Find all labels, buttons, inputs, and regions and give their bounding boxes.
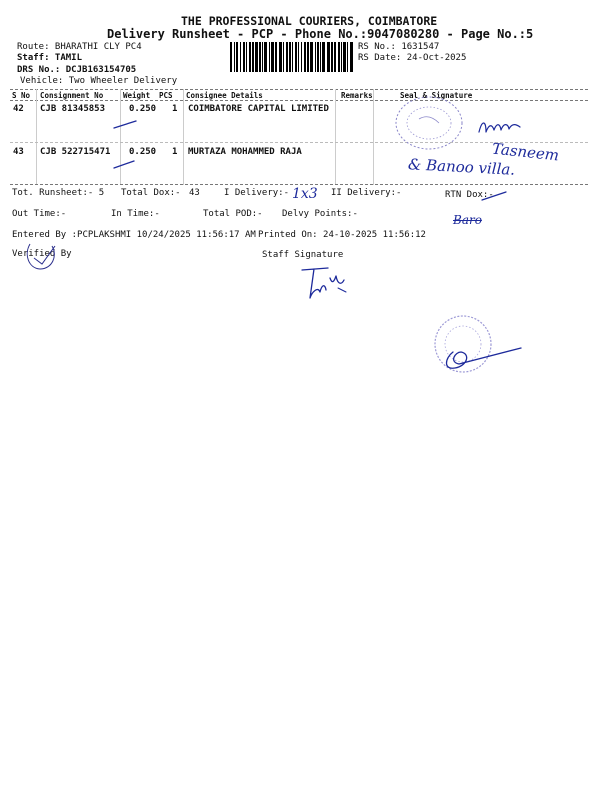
- barcode-bar: [334, 42, 336, 72]
- out-time-label: Out Time:-: [12, 209, 67, 219]
- barcode-bar: [350, 42, 353, 72]
- table-row-consignee: COIMBATORE CAPITAL LIMITED: [188, 104, 329, 114]
- barcode-bar: [283, 42, 284, 72]
- handwritten-address-line2: & Banoo villa.: [407, 155, 516, 179]
- in-time-label: In Time:-: [111, 209, 160, 219]
- barcode-bar: [240, 42, 241, 72]
- column-divider: [373, 89, 374, 185]
- runsheet-title: Delivery Runsheet - PCP - Phone No.:9047080280 - Page No.:5: [107, 27, 534, 41]
- barcode-bar: [255, 42, 258, 72]
- tot-runsheet: Tot. Runsheet:- 5: [12, 188, 105, 198]
- barcode-bar: [230, 42, 232, 72]
- tick-mark-row-43: [110, 158, 140, 172]
- table-row-consignment: CJB 522715471: [40, 147, 111, 157]
- barcode-bar: [269, 42, 270, 72]
- rs-number: RS No.: 1631547: [358, 42, 440, 52]
- staff-label: Staff: TAMIL: [17, 53, 83, 63]
- total-pod-label: Total POD:-: [203, 209, 263, 219]
- drs-number: DRS No.: DCJB163154705: [17, 65, 137, 75]
- route-label: Route: BHARATHI CLY PC4: [17, 42, 142, 52]
- barcode-bar: [246, 42, 247, 72]
- office-stamp: [425, 308, 525, 388]
- barcode-bar: [289, 42, 291, 72]
- barcode-bar: [295, 42, 297, 72]
- barcode-bar: [262, 42, 263, 72]
- verified-by-label: Verified By: [12, 249, 72, 259]
- col-header-consignee: Consignee Details: [186, 91, 263, 100]
- barcode-bar: [320, 42, 321, 72]
- barcode-bar: [307, 42, 309, 72]
- handwritten-delivery-count: 1x3: [292, 186, 318, 202]
- barcode-bar: [249, 42, 251, 72]
- barcode-bar: [304, 42, 306, 72]
- barcode-bar: [347, 42, 348, 72]
- barcode-bar: [243, 42, 245, 72]
- staff-signature: [298, 262, 358, 306]
- barcode-bar: [252, 42, 254, 72]
- barcode-bar: [331, 42, 333, 72]
- staff-signature-label: Staff Signature: [262, 250, 344, 260]
- handwritten-rtn-note: Baro: [453, 213, 482, 227]
- column-divider: [36, 89, 37, 185]
- table-row-sno: 42: [13, 104, 24, 114]
- barcode-bar: [301, 42, 302, 72]
- col-header-sno: S No: [12, 91, 31, 100]
- table-row-pcs: 1: [172, 147, 178, 157]
- barcode-bar: [279, 42, 282, 72]
- table-row-weight: 0.250: [129, 104, 157, 114]
- col-header-weight: Weight: [123, 91, 151, 100]
- barcode-bar: [271, 42, 274, 72]
- col-header-seal: Seal & Signature: [400, 91, 473, 100]
- table-row-weight: 0.250: [129, 147, 157, 157]
- table-top-rule: [10, 89, 588, 90]
- barcode-bar: [298, 42, 299, 72]
- tick-mark-row-42: [110, 118, 140, 132]
- table-row-pcs: 1: [172, 104, 178, 114]
- table-bottom-rule: [10, 184, 588, 185]
- recipient-signature: [476, 118, 526, 138]
- handwritten-address-line1: Tasneem: [491, 139, 560, 165]
- barcode-bar: [234, 42, 235, 72]
- barcode-bar: [315, 42, 316, 72]
- table-header-rule: [10, 100, 588, 101]
- col-header-consignment: Consignment No: [40, 91, 104, 100]
- barcode-bar: [341, 42, 342, 72]
- rtn-dox-stroke: [480, 190, 510, 204]
- company-name: THE PROFESSIONAL COURIERS, COIMBATORE: [181, 14, 438, 28]
- vehicle-label: Vehicle: Two Wheeler Delivery: [20, 76, 178, 86]
- i-delivery-label: I Delivery:-: [224, 188, 290, 198]
- column-divider: [335, 89, 336, 185]
- delvy-points-label: Delvy Points:-: [282, 209, 358, 219]
- rs-date: RS Date: 24-Oct-2025: [358, 53, 467, 63]
- barcode-bar: [322, 42, 325, 72]
- printed-on: Printed On: 24-10-2025 11:56:12: [258, 230, 426, 240]
- barcode-bar: [292, 42, 293, 72]
- barcode: [230, 42, 355, 72]
- table-row-sno: 43: [13, 147, 24, 157]
- verified-by-stamp: [22, 236, 62, 274]
- total-dox-label: Total Dox:-: [121, 188, 181, 198]
- barcode-bar: [327, 42, 330, 72]
- col-header-pcs: PCS: [159, 91, 173, 100]
- seal-stamp: [384, 93, 474, 153]
- total-dox-value: 43: [189, 188, 200, 198]
- table-row-consignment: CJB 81345853: [40, 104, 106, 114]
- table-row-consignee: MURTAZA MOHAMMED RAJA: [188, 147, 302, 157]
- column-divider: [183, 89, 184, 185]
- rtn-dox-label: RTN Dox:-: [445, 190, 494, 200]
- barcode-bar: [286, 42, 288, 72]
- col-header-remarks: Remarks: [341, 91, 373, 100]
- entered-by: Entered By :PCPLAKSHMI 10/24/2025 11:56:17 AM: [12, 230, 256, 240]
- barcode-bar: [259, 42, 261, 72]
- ii-delivery-label: II Delivery:-: [331, 188, 402, 198]
- barcode-bar: [310, 42, 313, 72]
- barcode-bar: [338, 42, 340, 72]
- barcode-bar: [264, 42, 267, 72]
- barcode-bar: [317, 42, 319, 72]
- barcode-bar: [275, 42, 277, 72]
- barcode-bar: [236, 42, 238, 72]
- barcode-bar: [343, 42, 346, 72]
